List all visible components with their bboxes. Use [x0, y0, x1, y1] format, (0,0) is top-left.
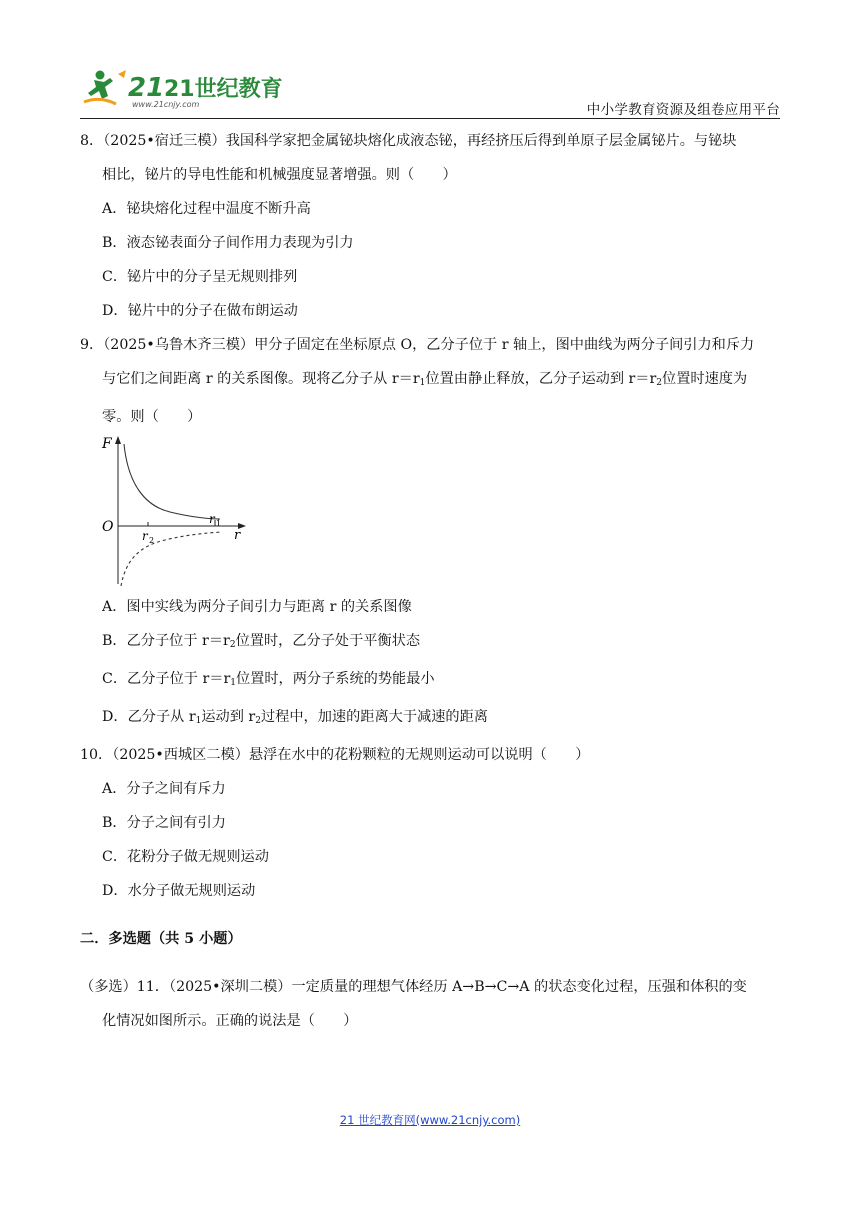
q10-stem: 10．（2025•西城区二模）悬浮在水中的花粉颗粒的无规则运动可以说明（ ）: [80, 747, 590, 763]
page-header: [80, 66, 780, 118]
platform-name: 中小学教育资源及组卷应用平台: [586, 102, 780, 118]
q10-option-b: B．分子之间有引力: [102, 815, 226, 831]
dashed-curve: [121, 532, 222, 586]
q9-stem-line2: 与它们之间距离 r 的关系图像。现将乙分子从 $r=r_1$位置由静止释放，乙分子运动到 $r=r_2$位置时速度为: [102, 371, 748, 388]
question-10: [80, 738, 785, 908]
q9-option-c: C．乙分子位于 $r=r_1$位置时，两分子系统的势能最小: [102, 671, 435, 688]
force-distance-figure: [80, 434, 785, 590]
q9-option-d: D．乙分子从 $r_1$运动到 $r_2$过程中，加速的距离大于减速的距离: [102, 709, 488, 726]
q8-stem-line2: 相比，铋片的导电性能和机械强度显著增强。则（ ）: [102, 167, 457, 183]
q8-option-d: D．铋片中的分子在做布朗运动: [102, 303, 298, 319]
logo-text: 21世纪教育: [164, 77, 283, 102]
runner-icon: [84, 70, 126, 104]
solid-curve: [124, 444, 220, 519]
q8-option-a: A．铋块熔化过程中温度不断升高: [102, 201, 311, 217]
q10-option-d: D．水分子做无规则运动: [102, 883, 256, 899]
site-logo: [80, 66, 283, 110]
page-footer: [0, 1112, 860, 1128]
y-axis-label: F: [102, 436, 112, 452]
logo-21: 21: [128, 73, 165, 103]
q11-stem-line2: 化情况如图所示。正确的说法是（ ）: [102, 1013, 358, 1030]
q9-stem-line3: 零。则（ ）: [102, 409, 202, 425]
r2-sub: 2: [149, 536, 155, 545]
footer-link[interactable]: 21 世纪教育网(www.21cnjy.com): [339, 1113, 521, 1127]
q9-stem-line1: 9．（2025•乌鲁木齐三模）甲分子固定在坐标原点 O，乙分子位于 r 轴上，图中曲线为两分子间引力和斥力: [80, 337, 755, 353]
question-11: [80, 970, 785, 1038]
q10-option-c: C．花粉分子做无规则运动: [102, 849, 269, 865]
question-8: [80, 124, 785, 328]
q8-stem-line1: 8．（2025•宿迁三模）我国科学家把金属铋块熔化成液态铋，再经挤压后得到单原子层金属铋片。与铋块: [80, 133, 737, 149]
q8-option-b: B．液态铋表面分子间作用力表现为引力: [102, 235, 354, 251]
question-9: [80, 328, 785, 738]
q9-option-a: A．图中实线为两分子间引力与距离 r 的关系图像: [102, 599, 412, 615]
y-axis-arrow-icon: [115, 436, 121, 444]
question-content: [80, 124, 785, 1038]
logo-url: www.21cnjy.com: [132, 100, 200, 109]
header-rule: [80, 118, 780, 119]
section-heading: 二．多选题（共 5 小题）: [80, 931, 242, 948]
q8-option-c: C．铋片中的分子呈无规则排列: [102, 269, 298, 285]
r1-sub: 1: [216, 519, 222, 528]
force-graph: [100, 434, 260, 590]
r2-label: r: [142, 529, 148, 543]
origin-label: O: [102, 519, 114, 535]
x-axis-label: r: [234, 528, 241, 543]
q10-option-a: A．分子之间有斥力: [102, 781, 226, 797]
q9-option-b: B．乙分子位于 $r=r_2$位置时，乙分子处于平衡状态: [102, 633, 421, 650]
r1-label: r: [209, 512, 215, 526]
q11-stem-line1: （多选）11．（2025•深圳二模）一定质量的理想气体经历 A→B→C→A 的状态变化过程，压强和体积的变: [80, 979, 747, 996]
